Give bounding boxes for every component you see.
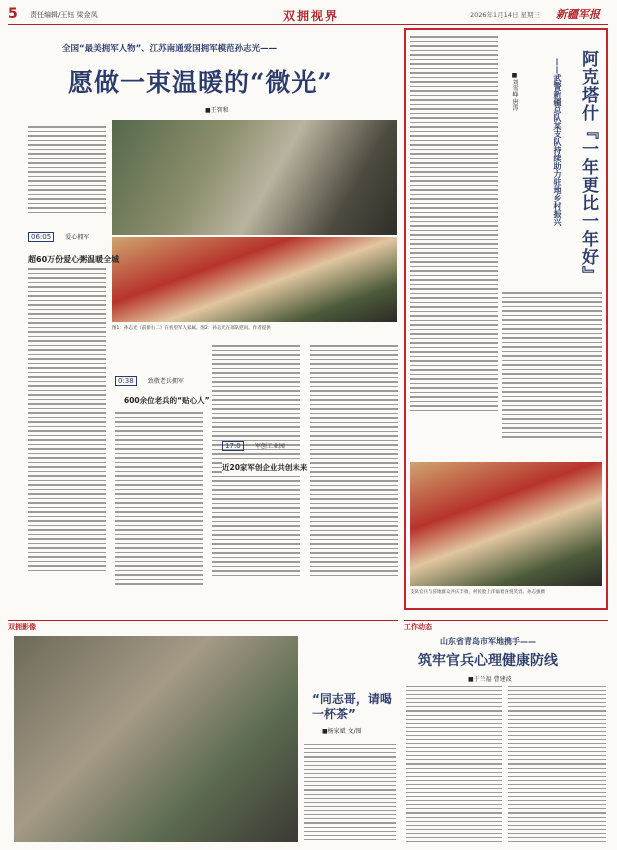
- body-col-2: [115, 412, 203, 608]
- right-feature-subtitle: ——武警新疆总队某支队持续助力驻地乡村振兴: [553, 58, 562, 226]
- subhead-1-index: 06:05: [28, 232, 54, 242]
- photo-section-image: [14, 636, 298, 842]
- lead-kicker: 全国“最美拥军人物”、江苏南通爱国拥军模范孙志光——: [62, 44, 278, 54]
- lead-photo-1: [112, 120, 397, 235]
- lead-byline: ■王智和: [205, 107, 229, 114]
- work-section-label: 工作动态: [404, 623, 432, 631]
- body-col-1b: [28, 268, 106, 608]
- work-body-col1: [406, 686, 502, 842]
- right-feature-photo: [410, 462, 602, 586]
- work-section-bar: [404, 620, 608, 631]
- subhead-2-label: 致敬老兵拥军: [147, 378, 184, 385]
- photo-section-body: [304, 744, 396, 840]
- right-feature-title: 阿克塔什『一年更比一年好』: [578, 50, 598, 284]
- lead-photo-2: [112, 237, 397, 322]
- body-col-4: [310, 345, 398, 608]
- section-title: 双拥视界: [283, 9, 340, 23]
- work-headline: 筑牢官兵心理健康防线: [418, 653, 558, 669]
- lead-body-col1: [28, 126, 106, 214]
- subhead-1-label: 爱心拥军: [65, 234, 90, 241]
- photo-section-label: 双拥影像: [8, 623, 36, 631]
- photo-section-byline: ■杨家斌 文/图: [322, 728, 362, 735]
- work-byline: ■于兰福 曹建波: [468, 676, 512, 683]
- lead-headline: 愿做一束温暖的“微光”: [68, 68, 333, 97]
- subhead-3-title: 近20家军创企业共创未来: [222, 463, 308, 472]
- subhead-1: [28, 224, 106, 243]
- right-feature-frame: [404, 28, 608, 610]
- page-number: 5: [8, 6, 18, 22]
- work-kicker: 山东省青岛市军地携手——: [440, 637, 536, 646]
- subhead-2: [115, 368, 205, 387]
- masthead-logo: 新疆军报: [556, 8, 600, 21]
- subhead-2-title: 600余位老兵的“贴心人”: [124, 396, 210, 405]
- subhead-2-index: 0:38: [115, 376, 137, 386]
- right-body-col2: [502, 292, 602, 456]
- editors: 责任编辑/王钰 梁金凤: [30, 11, 98, 19]
- work-body-col2: [508, 686, 606, 842]
- photo-section-bar: [8, 620, 398, 631]
- right-feature-caption: 支队官兵与驻地群众共庆丰收，村民脸上洋溢着喜悦笑容。孙志强摄: [410, 590, 545, 595]
- photo-section-headline: “同志哥，请喝一杯茶”: [312, 692, 392, 721]
- subhead-3-index: 17:0: [222, 441, 244, 451]
- page-header: [8, 6, 608, 25]
- issue-date: 2026年1月14日 星期三: [470, 11, 541, 19]
- subhead-1-title: 超60万份爱心粥温暖全城: [28, 255, 120, 264]
- lead-photo-caption: 图1：孙志光（前排右二）在看望军人家属。图2：孙志光在部队慰问。作者提供: [112, 326, 271, 331]
- subhead-3: [222, 433, 312, 452]
- right-body-col1: [410, 36, 498, 456]
- right-feature-byline: ■刘雪峰 唐涛: [511, 72, 518, 111]
- body-col-3: [212, 345, 300, 608]
- subhead-3-label: 军创工业园: [254, 443, 285, 450]
